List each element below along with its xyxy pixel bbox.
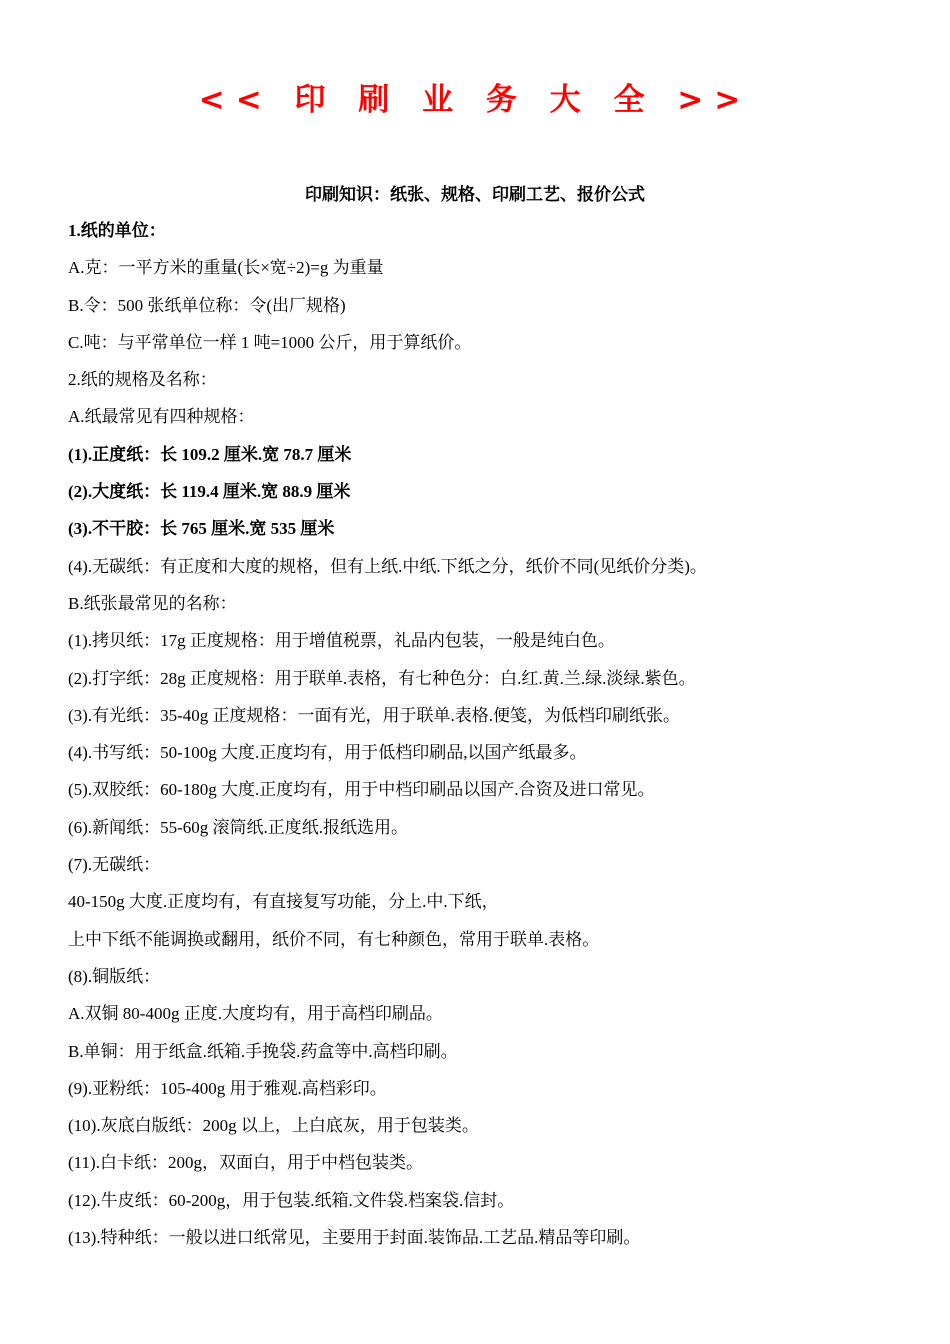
body-line: (6).新闻纸：55-60g 滚筒纸.正度纸.报纸选用。 [68, 817, 408, 837]
body-line: (12).牛皮纸：60-200g，用于包装.纸箱.文件袋.档案袋.信封。 [68, 1190, 515, 1210]
body-line: 2.纸的规格及名称： [68, 370, 217, 390]
body-line: (3).有光纸：35-40g 正度规格：一面有光，用于联单.表格.便笺，为低档印刷纸张。 [68, 705, 680, 725]
body-line: (1).拷贝纸：17g 正度规格：用于增值税票，礼品内包装，一般是纯白色。 [68, 631, 615, 651]
body-line: (10).灰底白版纸：200g 以上，上白底灰，用于包装类。 [68, 1116, 479, 1136]
body-line: 40-150g 大度.正度均有，有直接复写功能，分上.中.下纸， [68, 892, 499, 912]
body-line: (4).无碳纸：有正度和大度的规格，但有上纸.中纸.下纸之分，纸价不同(见纸价分类)。 [68, 556, 707, 576]
body-line: (11).白卡纸：200g，双面白，用于中档包装类。 [68, 1153, 423, 1173]
body-line: B.纸张最常见的名称： [68, 593, 237, 613]
body-line: A.纸最常见有四种规格： [68, 407, 255, 427]
document-body [68, 217, 928, 1261]
body-line: A.克：一平方米的重量(长×宽÷2)=g 为重量 [68, 258, 384, 278]
body-line: (2).打字纸：28g 正度规格：用于联单.表格，有七种色分：白.红.黄.兰.绿.淡绿.紫色。 [68, 668, 696, 688]
body-line: 1.纸的单位： [68, 221, 166, 240]
body-line: (3).不干胶：长 765 厘米.宽 535 厘米 [68, 519, 335, 539]
body-line: B.令：500 张纸单位称：令(出厂规格) [68, 295, 346, 315]
page-title: << 印 刷 业 务 大 全 >> [198, 82, 752, 118]
body-line: C.吨：与平常单位一样 1 吨=1000 公斤，用于算纸价。 [68, 332, 472, 352]
body-line: (5).双胶纸：60-180g 大度.正度均有，用于中档印刷品以国产.合资及进口常见。 [68, 780, 655, 800]
body-line: (4).书写纸：50-100g 大度.正度均有，用于低档印刷品,以国产纸最多。 [68, 743, 587, 763]
body-line: (2).大度纸：长 119.4 厘米.宽 88.9 厘米 [68, 482, 351, 502]
body-line: B.单铜：用于纸盒.纸箱.手挽袋.药盒等中.高档印刷。 [68, 1041, 458, 1061]
document-subtitle: 印刷知识：纸张、规格、印刷工艺、报价公式 [305, 185, 645, 204]
body-line: A.双铜 80-400g 正度.大度均有，用于高档印刷品。 [68, 1004, 443, 1024]
body-line: (7).无碳纸： [68, 855, 161, 875]
body-line: (8).铜版纸： [68, 966, 161, 986]
body-line: 上中下纸不能调换或翻用，纸价不同，有七种颜色，常用于联单.表格。 [68, 929, 600, 949]
body-line: (9).亚粉纸：105-400g 用于雅观.高档彩印。 [68, 1078, 387, 1098]
body-line: (13).特种纸：一般以进口纸常见，主要用于封面.装饰品.工艺品.精品等印刷。 [68, 1228, 641, 1248]
body-line: (1).正度纸：长 109.2 厘米.宽 78.7 厘米 [68, 444, 352, 464]
